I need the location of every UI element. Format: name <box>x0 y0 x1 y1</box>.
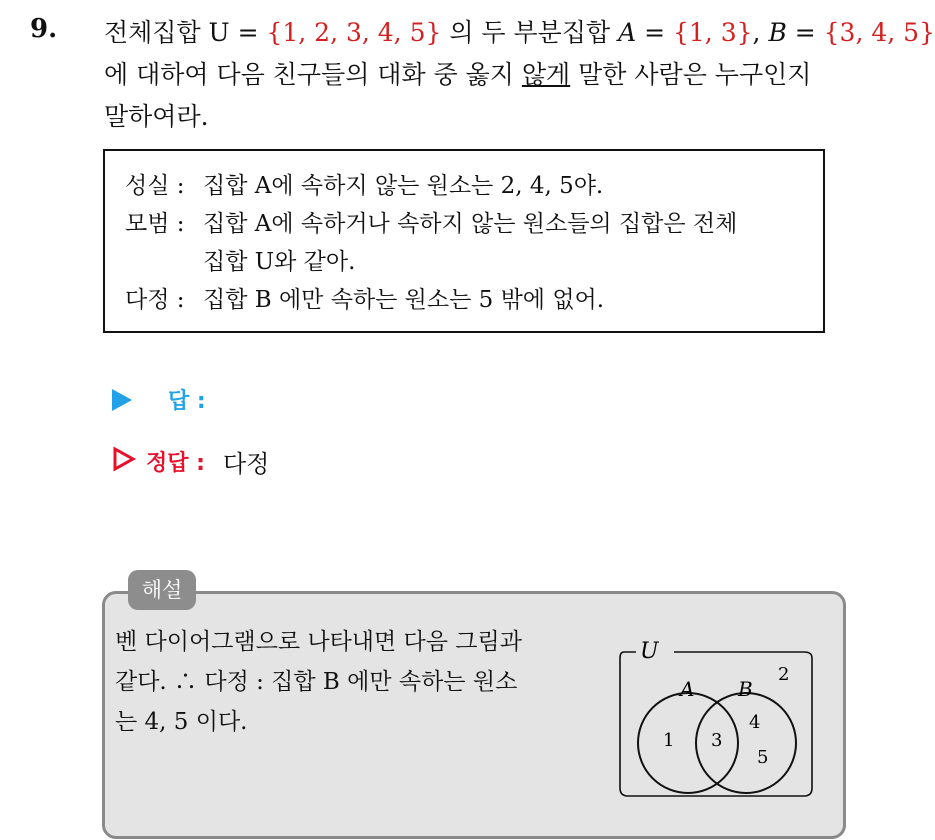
correct-answer-label: 정답 : <box>146 451 205 476</box>
var-b: B <box>768 18 787 47</box>
universal-set-label: U <box>640 639 659 664</box>
dialog-line <box>125 243 823 281</box>
dialog-line <box>125 281 823 319</box>
speaker-label: 모범 : <box>125 211 185 237</box>
question-line-1: 전체집합 U = {1, 2, 3, 4, 5} 의 두 부분집합 A = {1, 3}, B = {3, 4, 5} <box>104 18 935 47</box>
question-number: 9. <box>30 14 58 44</box>
underlined-word: 않게 <box>521 60 571 89</box>
dialog-text: 집합 B 에만 속하는 원소는 5 밖에 없어. <box>203 287 605 313</box>
speaker-label: 성실 : <box>125 173 185 199</box>
venn-diagram <box>616 628 816 804</box>
venn-element-both: 3 <box>711 730 723 751</box>
dialog-line <box>125 205 823 243</box>
set-a-label: A <box>680 677 695 701</box>
explanation-line: 벤 다이어그램으로 나타내면 다음 그림과 <box>115 629 522 655</box>
set-b-label: B <box>738 677 753 701</box>
explanation-tab: 해설 <box>128 570 196 610</box>
correct-answer-value: 다정 <box>222 450 270 478</box>
answer-row <box>112 384 216 415</box>
explanation-line: 같다. ∴ 다정 : 집합 B 에만 속하는 원소 <box>115 669 518 695</box>
dialog-box <box>103 149 825 333</box>
set-a-circle <box>638 693 738 793</box>
venn-element-only-a: 1 <box>663 730 675 751</box>
set-a-elements: {1, 3} <box>673 18 753 47</box>
dialog-text: 집합 A에 속하거나 속하지 않는 원소들의 집합은 전체 <box>203 211 738 237</box>
play-arrow-icon <box>112 389 132 411</box>
answer-label: 답 : <box>168 389 206 414</box>
dialog-text: 집합 U와 같아. <box>203 249 356 275</box>
set-u-elements: {1, 2, 3, 4, 5} <box>266 18 442 47</box>
dialog-text: 집합 A에 속하지 않는 원소는 2, 4, 5야. <box>203 173 604 199</box>
speaker-label <box>125 243 203 281</box>
set-b-elements: {3, 4, 5} <box>823 18 935 47</box>
speaker-label: 다정 : <box>125 287 185 313</box>
venn-element-only-b: 5 <box>757 747 769 768</box>
correct-answer-row <box>112 444 269 479</box>
question-text <box>104 12 935 138</box>
explanation-line: 는 4, 5 이다. <box>115 709 248 735</box>
dialog-line <box>125 167 823 205</box>
question-line-3: 말하여라. <box>104 102 209 131</box>
venn-element-only-b: 4 <box>749 712 761 733</box>
question-line-2: 에 대하여 다음 친구들의 대화 중 옳지 않게 말한 사람은 누구인지 <box>104 60 812 89</box>
explanation-text <box>115 622 615 742</box>
outline-arrow-icon <box>112 446 136 478</box>
var-a: A <box>618 18 637 47</box>
venn-element-outside: 2 <box>778 664 790 685</box>
